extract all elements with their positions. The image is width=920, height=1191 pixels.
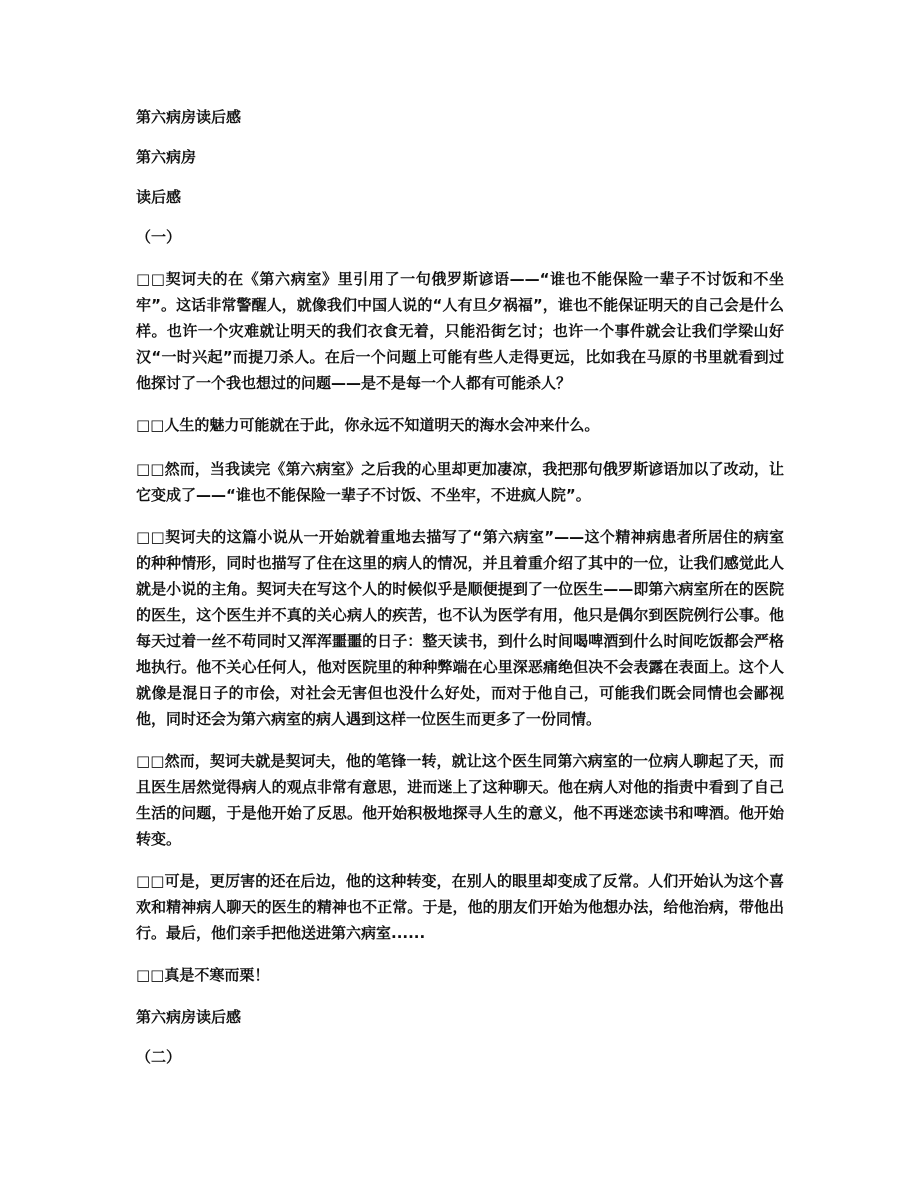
paragraph-3: □□然而，当我读完《第六病室》之后我的心里却更加凄凉，我把那句俄罗斯谚语加以了改动，让它变成了——“谁也不能保险一辈子不讨饭、不坐牢，不进疯人院”。 — [136, 460, 784, 504]
document-title-repeat: 第六病房读后感 — [136, 1008, 242, 1026]
section-heading-2: （二） — [136, 1048, 182, 1066]
paragraph-4: □□契诃夫的这篇小说从一开始就着重地去描写了“第六病室”——这个精神病患者所居住的病室的种种情形，同时也描写了住在这里的病人的情况，并且着重介绍了其中的一位，让我们感觉此人就是小说的主角。契诃夫在写这个人的时候似乎是顺便提到了一位医生——即第六病室所在的医院的医生，这个医生并不真的关心病人的疾苦，也不认为医学有用，他只是偶尔到医院例行公事。他每天过着一丝不苟同时又浑浑噩噩的日子：整天读书，到什么时间喝啤酒到什么时间吃饭都会严格地执行。他不关心任何人，他对医院里的种种弊端在心里深恶痛绝但决不会表露在表面上。这个人就像是混日子的市侩，对社会无害但也没什么好处，而对于他自己，可能我们既会同情也会鄙视他，同时还会为第六病室的病人遇到这样一位医生而更多了一份同情。 — [136, 528, 784, 728]
paragraph-7: □□真是不寒而栗！ — [136, 966, 270, 984]
document-subtitle-2: 读后感 — [136, 188, 182, 206]
section-heading-1: （一） — [136, 228, 182, 246]
document-subtitle-1: 第六病房 — [136, 148, 197, 166]
document-page — [136, 106, 784, 1086]
paragraph-1: □□契诃夫的在《第六病室》里引用了一句俄罗斯谚语——“谁也不能保险一辈子不讨饭和不坐牢”。这话非常警醒人，就像我们中国人说的“人有旦夕祸福”，谁也不能保证明天的自己会是什么样。也许一个灾难就让明天的我们衣食无着，只能沿街乞讨；也许一个事件就会让我们学梁山好汉“一时兴起”而提刀杀人。在后一个问题上可能有些人走得更远，比如我在马原的书里就看到过他探讨了一个我也想过的问题——是不是每一个人都有可能杀人？ — [136, 270, 784, 392]
paragraph-5: □□然而，契诃夫就是契诃夫，他的笔锋一转，就让这个医生同第六病室的一位病人聊起了天，而且医生居然觉得病人的观点非常有意思，进而迷上了这种聊天。他在病人对他的指责中看到了自己生活的问题，于是他开始了反思。他开始积极地探寻人生的意义，他不再迷恋读书和啤酒。他开始转变。 — [136, 752, 784, 848]
document-title: 第六病房读后感 — [136, 108, 242, 126]
paragraph-6: □□可是，更厉害的还在后边，他的这种转变，在别人的眼里却变成了反常。人们开始认为这个喜欢和精神病人聊天的医生的精神也不正常。于是，他的朋友们开始为他想办法，给他治病，带他出行。最后，他们亲手把他送进第六病室...... — [136, 872, 784, 942]
paragraph-2: □□人生的魅力可能就在于此，你永远不知道明天的海水会冲来什么。 — [136, 416, 600, 434]
